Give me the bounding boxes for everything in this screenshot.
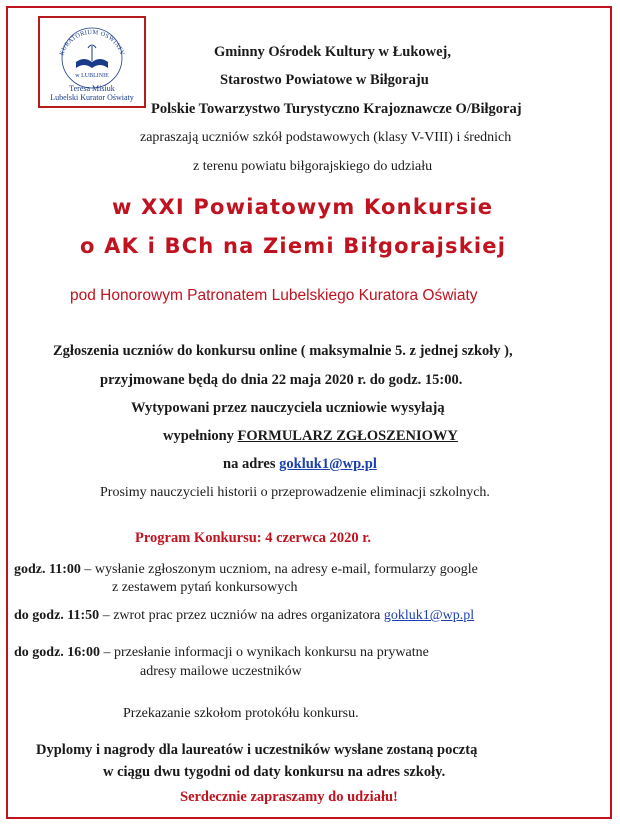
program-item-1-time: godz. 11:00 (14, 562, 81, 577)
logo-arc-text: KURATORIUM OŚWIATY (58, 28, 126, 57)
organizer-2: Starostwo Powiatowe w Biłgoraju (220, 72, 429, 88)
program-item-2-text: – zwrot prac przez uczniów na adres organizatora (99, 608, 384, 623)
closing-line: Serdecznie zapraszamy do udziału! (180, 789, 398, 805)
registration-line-4 (163, 428, 458, 445)
program-email-link[interactable]: gokluk1@wp.pl (383, 608, 475, 623)
organizer-3: Polskie Towarzystwo Turystyczno Krajoznawcze O/Biłgoraj (151, 101, 522, 117)
invite-line-2: z terenu powiatu biłgorajskiego do udziału (193, 159, 433, 174)
program-item-1 (14, 562, 478, 578)
invite-line-1: zapraszają uczniów szkół podstawowych (klasy V-VIII) i średnich (140, 130, 512, 145)
program-item-3 (14, 645, 429, 661)
program-item-3-time: do godz. 16:00 (14, 645, 100, 660)
title-line-2: o AK i BCh na Ziemi Biłgorajskiej (80, 234, 507, 258)
registration-form-link[interactable]: FORMULARZ ZGŁOSZENIOWY (237, 428, 458, 444)
registration-email-prefix: na adres (223, 456, 280, 472)
organizer-1: Gminny Ośrodek Kultury w Łukowej, (214, 44, 452, 60)
program-item-3-text: – przesłanie informacji o wynikach konkursu na prywatne (99, 645, 429, 660)
logo-role: Lubelski Kurator Oświaty (50, 93, 134, 102)
patronage: pod Honorowym Patronatem Lubelskiego Kuratora Oświaty (70, 287, 478, 304)
registration-form-prefix: wypełniony (163, 428, 238, 444)
registration-line-1: Zgłoszenia uczniów do konkursu online ( maksymalnie 5. z jednej szkoły ), (53, 343, 513, 359)
registration-line-6: Prosimy nauczycieli historii o przeprowadzenie eliminacji szkolnych. (100, 485, 490, 500)
program-item-1-text: – wysłanie zgłoszonym uczniom, na adresy e-mail, formularzy google (80, 562, 478, 577)
kuratorium-logo (38, 16, 146, 108)
program-item-2 (14, 608, 474, 624)
title-line-1: w XXI Powiatowym Konkursie (112, 195, 494, 219)
logo-city: w LUBLINIE (75, 73, 109, 79)
registration-line-5 (223, 456, 377, 473)
registration-email-link[interactable]: gokluk1@wp.pl (279, 456, 377, 472)
logo-name: Teresa Misiuk (69, 84, 115, 93)
registration-line-3: Wytypowani przez nauczyciela uczniowie wysyłają (131, 400, 445, 416)
protocol-line: Przekazanie szkołom protokółu konkursu. (123, 706, 359, 721)
diplomas-line-1: Dyplomy i nagrody dla laureatów i uczestników wysłane zostaną pocztą (36, 742, 478, 758)
registration-line-2: przyjmowane będą do dnia 22 maja 2020 r. do godz. 15:00. (100, 372, 463, 388)
diplomas-line-2: w ciągu dwu tygodni od daty konkursu na adres szkoły. (103, 764, 446, 780)
program-item-3-text2: adresy mailowe uczestników (140, 664, 302, 679)
program-item-2-time: do godz. 11:50 (14, 608, 100, 623)
program-heading: Program Konkursu: 4 czerwca 2020 r. (135, 530, 371, 546)
program-item-1-text2: z zestawem pytań konkursowych (112, 580, 298, 595)
